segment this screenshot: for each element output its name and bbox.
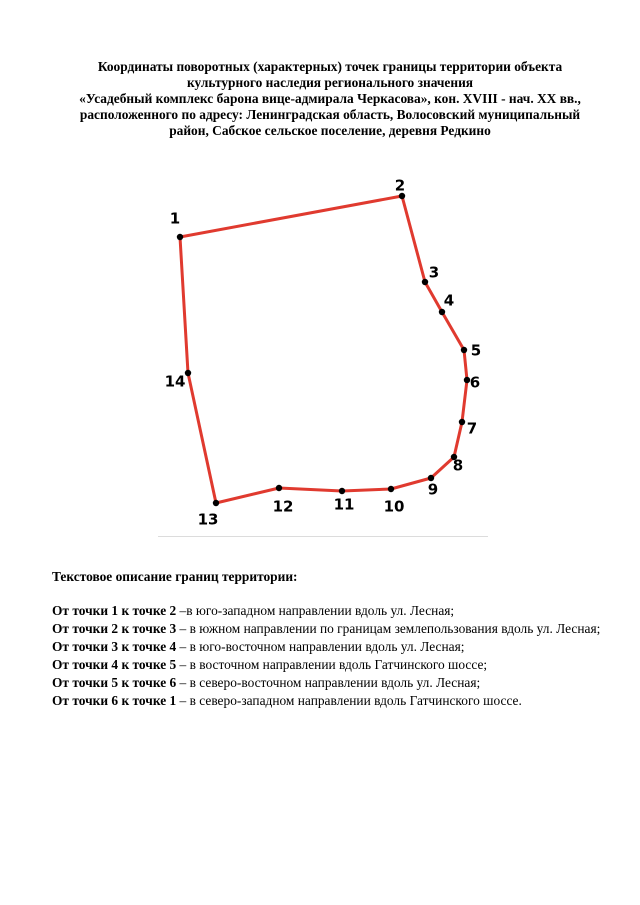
description-item-text: – в восточном направлении вдоль Гатчинского шоссе; — [176, 657, 488, 672]
boundary-point-label: 13 — [197, 510, 219, 529]
title-line: расположенного по адресу: Ленинградская область, Волосовский муниципальный — [79, 107, 581, 122]
boundary-point-label: 10 — [383, 497, 405, 516]
boundary-point-label: 12 — [272, 497, 294, 516]
boundary-point — [213, 500, 219, 506]
description-item-text: – в северо-восточном направлении вдоль ул. Лесная; — [176, 675, 481, 690]
description-heading: Текстовое описание границ территории: — [52, 569, 298, 584]
boundary-point — [177, 234, 183, 240]
boundary-polygon — [180, 196, 467, 503]
title-line: культурного наследия регионального значения — [186, 75, 474, 90]
boundary-point-label: 8 — [452, 456, 464, 475]
description-item — [52, 638, 612, 656]
boundary-point — [185, 370, 191, 376]
boundary-point-label: 9 — [427, 480, 439, 499]
boundary-point-label: 4 — [443, 291, 455, 310]
description-item-text: – в южном направлении по границам землепользования вдоль ул. Лесная; — [176, 621, 601, 636]
boundary-point — [422, 279, 428, 285]
boundary-point-label: 5 — [470, 341, 482, 360]
description-item-points: От точки 1 к точке 2 — [52, 603, 177, 618]
boundary-point-label: 6 — [469, 373, 481, 392]
title-line: Координаты поворотных (характерных) точек границы территории объекта — [97, 59, 563, 74]
boundary-point — [439, 309, 445, 315]
boundary-point — [339, 488, 345, 494]
description-item — [52, 620, 612, 638]
description-item — [52, 692, 612, 710]
description-item-points: От точки 6 к точке 1 — [52, 693, 177, 708]
description-item — [52, 674, 612, 692]
description-item-text: –в юго-западном направлении вдоль ул. Лесная; — [176, 603, 455, 618]
title-line: «Усадебный комплекс барона вице-адмирала Черкасова», кон. XVIII - нач. XX вв., — [79, 91, 581, 106]
description-item-points: От точки 3 к точке 4 — [52, 639, 177, 654]
boundary-point — [459, 419, 465, 425]
title-line: район, Сабское сельское поселение, деревня Редкино — [169, 123, 491, 138]
boundary-point — [388, 486, 394, 492]
boundary-point-label: 14 — [164, 372, 186, 391]
boundary-point-label: 2 — [394, 176, 406, 195]
description-item-text: – в северо-западном направлении вдоль Гатчинского шоссе. — [176, 693, 522, 708]
boundary-points — [177, 193, 470, 506]
description-item-points: От точки 4 к точке 5 — [52, 657, 177, 672]
boundary-point-label: 1 — [169, 209, 181, 228]
boundary-point-label: 11 — [333, 495, 355, 514]
description-item — [52, 656, 612, 674]
boundary-point — [276, 485, 282, 491]
divider — [158, 536, 488, 537]
description-item-points: От точки 5 к точке 6 — [52, 675, 177, 690]
boundary-description — [52, 568, 612, 710]
boundary-point-label: 3 — [428, 263, 440, 282]
boundary-point-label: 7 — [466, 419, 478, 438]
boundary-point — [461, 347, 467, 353]
description-item-points: От точки 2 к точке 3 — [52, 621, 177, 636]
description-item — [52, 602, 612, 620]
description-item-text: – в юго-восточном направлении вдоль ул. Лесная; — [176, 639, 465, 654]
